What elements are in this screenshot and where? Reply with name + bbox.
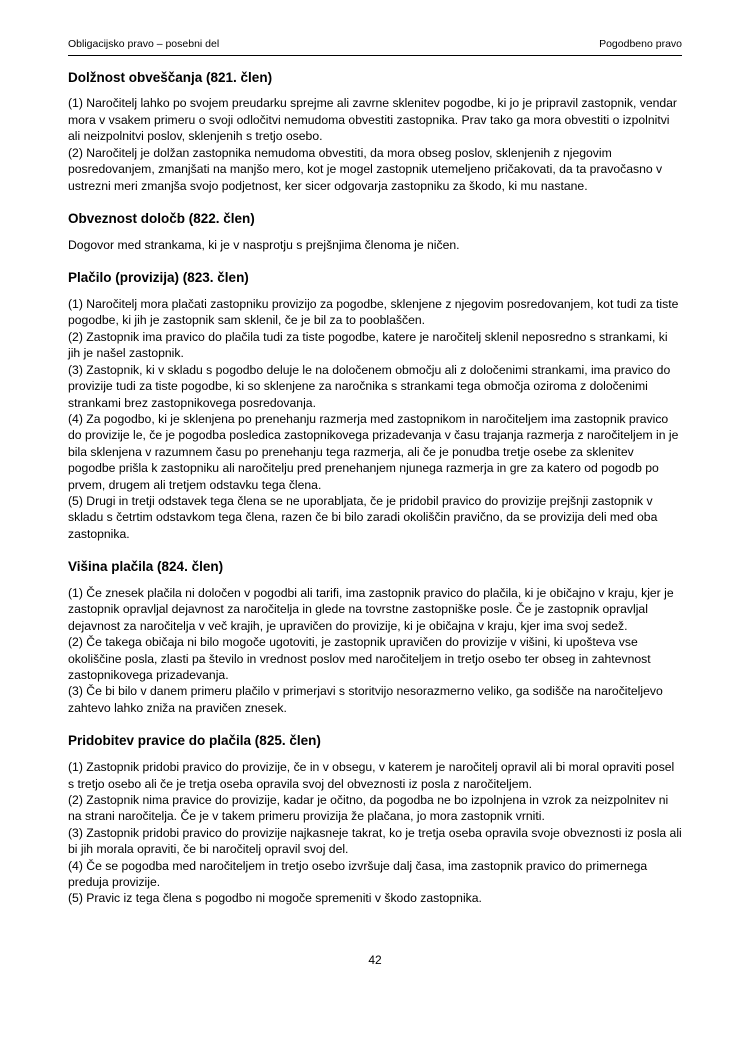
section-heading: Plačilo (provizija) (823. člen): [68, 270, 249, 286]
section-heading: Obveznost določb (822. člen): [68, 210, 255, 226]
paragraph: (4) Če se pogodba med naročiteljem in tretjo osebo izvršuje dalj časa, ima zastopnik pravico do primernega preduja provizije.: [68, 858, 648, 889]
section-825: [68, 733, 682, 907]
paragraph: (2) Zastopnik ima pravico do plačila tudi za tiste pogodbe, katere je naročitelj sklenil neposredno s strankami, ki jih je našel zastopnik.: [68, 329, 668, 361]
paragraph: (3) Če bi bilo v danem primeru plačilo v primerjavi s storitvijo nesorazmerno veliko, ga sodišče na naročiteljevo zahtevo lahko zniža na pravičen znesek.: [68, 684, 663, 715]
paragraph: (3) Zastopnik, ki v skladu s pogodbo deluje le na določenem območju ali z določenimi strankami, ima pravico do provizije tudi za tiste pogodbe, ki so sklenjene za naročnika s strankami tega območja oziroma z določenimi strankami brez zastopnikovega posredovanja.: [68, 362, 671, 410]
section-body: [68, 759, 682, 907]
section-body: [68, 95, 682, 193]
section-821: [68, 70, 682, 194]
paragraph: (2) Naročitelj je dolžan zastopnika nemudoma obvestiti, da mora obseg poslov, sklenjenih z njegovim posredovanjem, zmanjšati na manjšo mero, kot je mogel zastopnik utemeljeno pričakovati, da ta pravočasno v ustrezni meri zmanjša svojo podjetnost, ker sicer odgovarja zastopniku za škodo, ki mu nastane.: [68, 145, 663, 193]
paragraph: (4) Za pogodbo, ki je sklenjena po prenehanju razmerja med zastopnikom in naročiteljem ima zastopnik pravico do provizije le, če je pogodba posledica zastopnikovega prizadevanja v času trajanja razmerja z naročiteljem in je bila sklenjena v razumnem času po prenehanju tega razmerja, ali če je ponudba tretje osebe za sklenitev pogodbe prišla k zastopniku ali naročitelju pred prenehanjem njunega razmerja in gre za katero od pogodb po prvem, drugem ali tretjem odstavku tega člena.: [68, 411, 679, 492]
section-824: [68, 559, 682, 716]
section-body: [68, 237, 682, 253]
section-heading: Višina plačila (824. člen): [68, 559, 224, 575]
paragraph: (1) Naročitelj lahko po svojem preudarku sprejme ali zavrne sklenitev pogodbe, ki jo je pripravil zastopnik, vendar mora v vsakem primeru o svoji odločitvi nemudoma obvestiti zastopnika. Prav tako ga mora obvestiti o izpolnitvi ali neizpolnitvi poslov, sklenjenih s tretjo osebo.: [68, 96, 677, 144]
paragraph: (1) Če znesek plačila ni določen v pogodbi ali tarifi, ima zastopnik pravico do plačila, ki je običajno v kraju, kjer je zastopnik opravljal dejavnost za naročitelja in glede na tovrstne zastopniške posle. Če je zastopnik opravljal dejavnost za naročitelja v več krajih, je upravičen do provizije, ki je običajna v kraju, kjer ima svoj sedež.: [68, 586, 674, 633]
paragraph: (2) Zastopnik nima pravice do provizije, kadar je očitno, da pogodba ne bo izpolnjena in vzrok za neizpolnitev ni na strani naročitelja. Če je v takem primeru provizija že plačana, jo mora zastopnik vrniti.: [68, 792, 669, 824]
header-left-text: Obligacijsko pravo – posebni del: [68, 38, 220, 50]
section-body: [68, 585, 682, 716]
page-number: 42: [368, 952, 382, 967]
paragraph: (3) Zastopnik pridobi pravico do provizije najkasneje takrat, ko je tretja oseba opravila svoje obveznosti iz posla ali bi jih morala opraviti, če bi naročitelj opravil svoj del.: [68, 825, 682, 857]
running-header: [68, 38, 682, 56]
paragraph: Dogovor med strankama, ki je v nasprotju s prejšnjima členoma je ničen.: [68, 237, 460, 252]
section-body: [68, 296, 682, 542]
header-right-text: Pogodbeno pravo: [599, 38, 682, 50]
section-823: [68, 270, 682, 542]
paragraph: (1) Zastopnik pridobi pravico do provizije, če in v obsegu, v katerem je naročitelj opravil ali bi moral opraviti posel s tretjo osebo ali če je tretja oseba opravila svoj del obveznosti iz posla z naročiteljem.: [68, 760, 675, 791]
section-heading: Pridobitev pravice do plačila (825. člen): [68, 733, 321, 749]
section-heading: Dolžnost obveščanja (821. člen): [68, 69, 273, 85]
section-822: [68, 211, 682, 253]
paragraph: (5) Pravic iz tega člena s pogodbo ni mogoče spremeniti v škodo zastopnika.: [68, 891, 482, 906]
paragraph: (2) Če takega običaja ni bilo mogoče ugotoviti, je zastopnik upravičen do provizije v višini, ki upošteva vse okoliščine posla, zlasti pa število in vrednost poslov med naročiteljem in tretjo osebo ter obseg in zahtevnost zastopnikovega prizadevanja.: [68, 635, 651, 683]
paragraph: (1) Naročitelj mora plačati zastopniku provizijo za pogodbe, sklenjene z njegovim posredovanjem, kot tudi za tiste pogodbe, ki jih je zastopnik sam sklenil, če je bil za to pooblaščen.: [68, 297, 679, 328]
paragraph: (5) Drugi in tretji odstavek tega člena se ne uporabljata, če je pridobil pravico do provizije prejšnji zastopnik v skladu s četrtim odstavkom tega člena, razen če bi bilo zaradi okoliščin pravično, da se provizija deli med oba zastopnika.: [68, 493, 658, 541]
